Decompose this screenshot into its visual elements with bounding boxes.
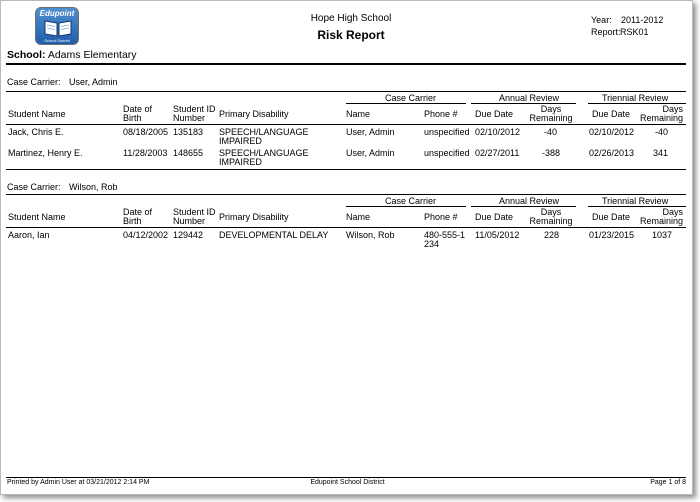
student-name: Jack, Chris E. xyxy=(8,127,64,137)
triennial-due-date: 01/23/2015 xyxy=(589,230,635,240)
col-cc-name: Name xyxy=(346,212,371,222)
case-carrier-name: Wilson, Rob xyxy=(346,230,395,240)
col-annual-due: Due Date xyxy=(475,109,514,119)
logo-text: Edupoint xyxy=(39,9,75,18)
group-triennial-review: Triennial Review xyxy=(602,93,669,103)
student-id: 135183 xyxy=(173,127,204,137)
group-case-carrier: Case Carrier xyxy=(385,196,437,206)
page-number: Page 1 of 8 xyxy=(650,479,686,486)
group-triennial-review: Triennial Review xyxy=(602,196,669,206)
group-underline xyxy=(346,103,466,104)
col-annual-days: Days Remaining xyxy=(529,104,573,123)
annual-days-remaining: -40 xyxy=(543,127,557,137)
dob: 08/18/2005 xyxy=(123,127,169,137)
school-label: School: xyxy=(7,49,46,61)
footer-rule xyxy=(6,477,686,478)
annual-due-date: 11/05/2012 xyxy=(475,230,520,240)
group-annual-review: Annual Review xyxy=(499,93,560,103)
group-underline xyxy=(346,206,466,207)
col-student-id: Student ID Number xyxy=(173,104,216,123)
triennial-due-date: 02/26/2013 xyxy=(589,148,635,158)
footer-district: Edupoint School District xyxy=(310,479,385,486)
case-carrier-label: Case Carrier: xyxy=(7,77,61,87)
col-student-id: Student ID Number xyxy=(173,207,216,226)
dob: 04/12/2002 xyxy=(123,230,169,240)
annual-due-date: 02/27/2011 xyxy=(475,148,520,158)
triennial-due-date: 02/10/2012 xyxy=(589,127,635,137)
case-carrier-label: Case Carrier: xyxy=(7,182,61,192)
section-divider xyxy=(6,91,686,92)
school-line xyxy=(7,49,137,61)
phone: 480-555-1234 xyxy=(424,230,466,249)
school-name: Hope High School xyxy=(310,13,392,24)
header-rule xyxy=(6,227,686,228)
report-value: RSK01 xyxy=(620,27,649,37)
phone: unspecified xyxy=(424,127,470,137)
report-title: Risk Report xyxy=(317,28,385,42)
annual-days-remaining: 228 xyxy=(543,230,559,240)
group-annual-review: Annual Review xyxy=(499,196,560,206)
section-end-rule xyxy=(6,169,686,170)
disability: SPEECH/LANGUAGE IMPAIRED xyxy=(219,148,309,167)
disability: DEVELOPMENTAL DELAY xyxy=(219,230,329,240)
col-tri-due: Due Date xyxy=(592,109,631,119)
col-dob: Date of Birth xyxy=(123,104,153,123)
header-divider xyxy=(6,63,686,65)
disability: SPEECH/LANGUAGE IMPAIRED xyxy=(219,127,309,146)
case-carrier-heading xyxy=(7,182,118,192)
student-id: 129442 xyxy=(173,230,204,240)
col-cc-name: Name xyxy=(346,109,371,119)
case-carrier-name: User, Admin xyxy=(346,127,395,137)
logo-subtext: School District xyxy=(44,38,70,43)
case-carrier-value: Wilson, Rob xyxy=(69,182,118,192)
col-student-name: Student Name xyxy=(8,109,66,119)
case-carrier-name: User, Admin xyxy=(346,148,395,158)
student-name: Aaron, Ian xyxy=(8,230,50,240)
group-case-carrier: Case Carrier xyxy=(385,93,437,103)
header-rule xyxy=(6,124,686,125)
col-phone: Phone # xyxy=(424,109,458,119)
phone: unspecified xyxy=(424,148,470,158)
col-primary-disability: Primary Disability xyxy=(219,212,289,222)
report-label: Report: xyxy=(591,27,621,37)
triennial-days-remaining: 341 xyxy=(652,148,668,158)
col-primary-disability: Primary Disability xyxy=(219,109,289,119)
printed-by: Printed by Admin User at 03/21/2012 2:14 PM xyxy=(7,479,150,486)
triennial-days-remaining: -40 xyxy=(654,127,668,137)
triennial-days-remaining: 1037 xyxy=(651,230,672,240)
dob: 11/28/2003 xyxy=(123,148,168,158)
school-value: Adams Elementary xyxy=(47,49,137,61)
col-tri-days: Days Remaining xyxy=(639,104,683,123)
col-student-name: Student Name xyxy=(8,212,66,222)
col-tri-days: Days Remaining xyxy=(639,207,683,226)
col-phone: Phone # xyxy=(424,212,458,222)
col-tri-due: Due Date xyxy=(592,212,631,222)
section-divider xyxy=(6,194,686,195)
annual-due-date: 02/10/2012 xyxy=(475,127,521,137)
student-id: 148655 xyxy=(173,148,204,158)
case-carrier-heading xyxy=(7,77,118,87)
col-dob: Date of Birth xyxy=(123,207,153,226)
student-name: Martinez, Henry E. xyxy=(8,148,83,158)
year-value: 2011-2012 xyxy=(621,15,664,25)
col-annual-due: Due Date xyxy=(475,212,514,222)
year-label: Year: xyxy=(591,15,612,25)
annual-days-remaining: -388 xyxy=(541,148,560,158)
col-annual-days: Days Remaining xyxy=(529,207,573,226)
case-carrier-value: User, Admin xyxy=(69,77,118,87)
